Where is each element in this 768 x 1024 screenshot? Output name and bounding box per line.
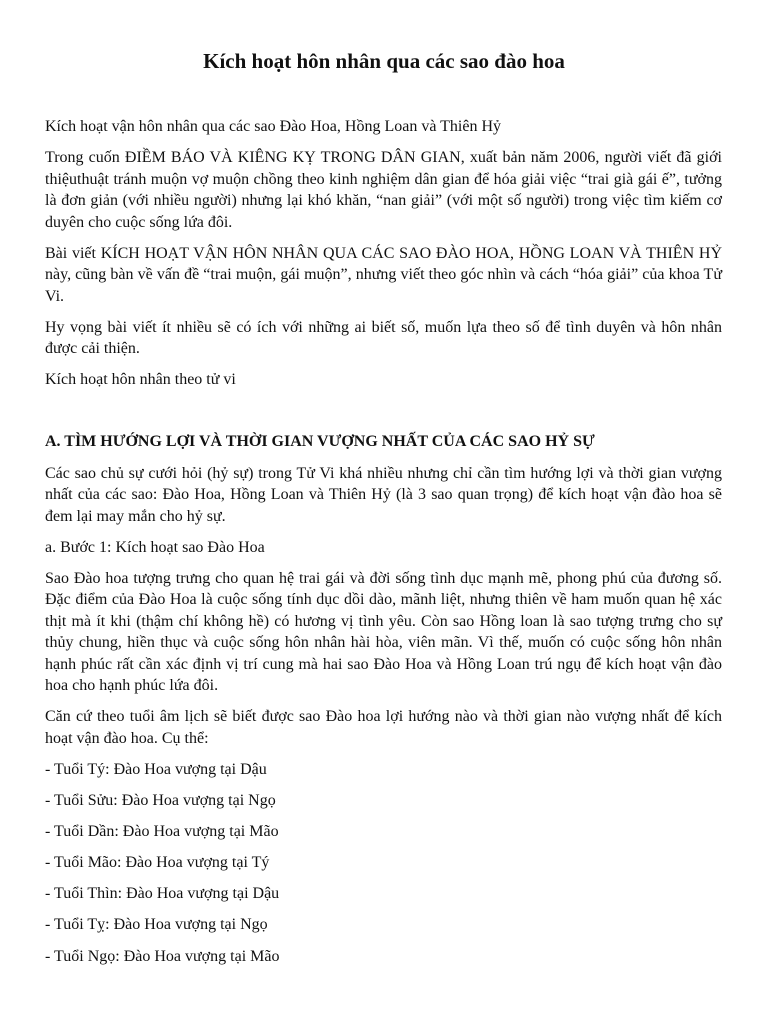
list-item: - Tuổi Thìn: Đào Hoa vượng tại Dậu [45, 885, 280, 903]
list-item: - Tuổi Mão: Đào Hoa vượng tại Tý [45, 854, 270, 872]
list-item: - Tuổi Tỵ: Đào Hoa vượng tại Ngọ [45, 916, 268, 934]
step-heading: a. Bước 1: Kích hoạt sao Đào Hoa [45, 538, 265, 556]
paragraph: Sao Đào hoa tượng trưng cho quan hệ trai gái và đời sống tình dục mạnh mẽ, phong phú của đương số. Đặc điểm của Đào Hoa là cuộc sống tính dục dồi dào, mãnh liệt, nhưng thiên về ham muốn quan hệ xác thịt mà ít khi (thậm chí không hề) có hương vị tình yêu. Còn sao Hồng loan là sao tượng trưng cho sự thủy chung, hiền thục và cuộc sống hôn nhân hài hòa, viên mãn. Vì thế, muốn có cuộc sống hôn nhân hạnh phúc rất cần xác định vị trí cung mà hai sao Đào Hoa và Hồng Loan trú ngụ để kích hoạt vận đào hoa cho hạnh phúc lứa đôi. [45, 569, 722, 695]
paragraph: Bài viết KÍCH HOẠT VẬN HÔN NHÂN QUA CÁC SAO ĐÀO HOA, HỒNG LOAN VÀ THIÊN HỶ này, cũng bàn về vấn đề “trai muộn, gái muộn”, nhưng viết theo góc nhìn và cách “hóa giải” của khoa Tử Vi. [45, 244, 722, 305]
list-item: - Tuổi Dần: Đào Hoa vượng tại Mão [45, 823, 279, 841]
page-title: Kích hoạt hôn nhân qua các sao đào hoa [203, 49, 565, 73]
intro-paragraph: Kích hoạt vận hôn nhân qua các sao Đào Hoa, Hồng Loan và Thiên Hỷ [45, 118, 502, 135]
list-item: - Tuổi Tý: Đào Hoa vượng tại Dậu [45, 760, 267, 778]
section-heading: A. TÌM HƯỚNG LỢI VÀ THỜI GIAN VƯỢNG NHẤT CỦA CÁC SAO HỶ SỰ [45, 433, 595, 451]
spacer [45, 400, 722, 431]
list-item: - Tuổi Sửu: Đào Hoa vượng tại Ngọ [45, 792, 276, 810]
paragraph: Các sao chủ sự cưới hỏi (hỷ sự) trong Tử Vi khá nhiều nhưng chỉ cần tìm hướng lợi và thời gian vượng nhất của các sao: Đào Hoa, Hồng Loan và Thiên Hỷ (là 3 sao quan trọng) để kích hoạt vận đào hoa sẽ đem lại may mắn cho hỷ sự. [45, 464, 722, 525]
paragraph: Hy vọng bài viết ít nhiều sẽ có ích với những ai biết số, muốn lựa theo số để tình duyên và hôn nhân được cải thiện. [45, 318, 722, 358]
document-body [45, 116, 722, 977]
paragraph: Kích hoạt hôn nhân theo tử vi [45, 371, 236, 389]
list-item: - Tuổi Ngọ: Đào Hoa vượng tại Mão [45, 947, 280, 965]
paragraph: Trong cuốn ĐIỀM BÁO VÀ KIÊNG KỴ TRONG DÂN GIAN, xuất bản năm 2006, người viết đã giới thiệuthuật tránh muộn vợ muộn chồng theo kinh nghiệm dân gian để hóa giải việc “trai già gái ế”, tưởng là đơn giản (với nhiều người) nhưng lại khó khăn, “nan giải” (với một số người) trong việc tìm kiếm cơ duyên cho cuộc sống lứa đôi. [45, 149, 722, 231]
paragraph: Căn cứ theo tuổi âm lịch sẽ biết được sao Đào hoa lợi hướng nào và thời gian nào vượng nhất để kích hoạt vận đào hoa. Cụ thể: [45, 708, 722, 747]
